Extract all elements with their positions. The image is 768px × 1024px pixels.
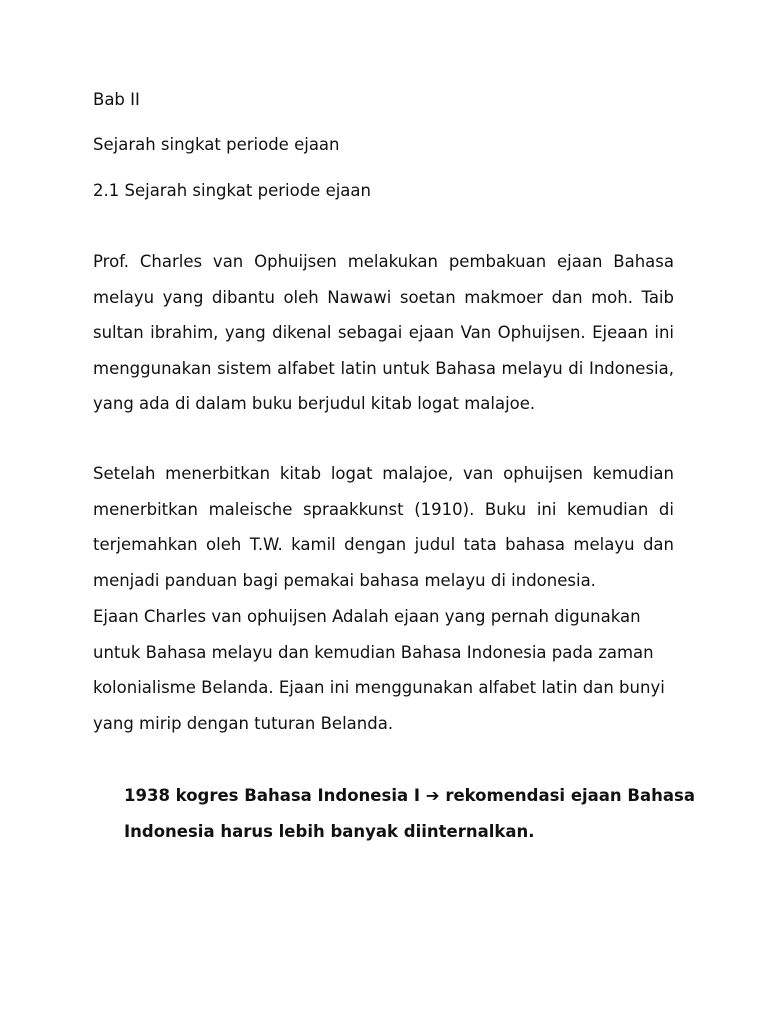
highlight-line-1 — [124, 778, 695, 814]
section-heading: 2.1 Sejarah singkat periode ejaan — [93, 181, 371, 200]
paragraph-line: untuk Bahasa melayu dan kemudian Bahasa Indonesia pada zaman — [93, 642, 654, 662]
paragraph-line: menggunakan sistem alfabet latin untuk Bahasa melayu di Indonesia, — [93, 358, 674, 378]
paragraph-line: Prof. Charles van Ophuijsen melakukan pembakuan ejaan Bahasa — [93, 252, 674, 271]
paragraph-line: menjadi panduan bagi pemakai bahasa melayu di indonesia. — [93, 570, 596, 590]
paragraph-1 — [93, 244, 674, 422]
paragraph-line: terjemahkan oleh T.W. kamil dengan judul tata bahasa melayu dan — [93, 535, 674, 554]
paragraph-line: Ejaan Charles van ophuijsen Adalah ejaan yang pernah digunakan — [93, 607, 641, 626]
paragraph-line: yang ada di dalam buku berjudul kitab logat malajoe. — [93, 394, 536, 413]
chapter-label: Bab II — [93, 90, 140, 109]
paragraph-3 — [93, 599, 674, 741]
paragraph-line: sultan ibrahim, yang dikenal sebagai ejaan Van Ophuijsen. Ejeaan ini — [93, 323, 674, 342]
paragraph-2 — [93, 456, 674, 598]
paragraph-line: melayu yang dibantu oleh Nawawi soetan makmoer dan moh. Taib — [93, 287, 674, 307]
highlight-note — [124, 778, 695, 849]
highlight-line-2: Indonesia harus lebih banyak diinternalkan. — [124, 821, 535, 841]
arrow-right-icon: ➔ — [425, 786, 440, 805]
paragraph-line: menerbitkan maleische spraakkunst (1910). Buku ini kemudian di — [93, 499, 674, 519]
highlight-text-before: 1938 kogres Bahasa Indonesia I — [124, 786, 420, 805]
paragraph-line: yang mirip dengan tuturan Belanda. — [93, 713, 394, 733]
highlight-text-after: rekomendasi ejaan Bahasa — [445, 786, 695, 805]
paragraph-line: kolonialisme Belanda. Ejaan ini menggunakan alfabet latin dan bunyi — [93, 678, 665, 697]
paragraph-line: Setelah menerbitkan kitab logat malajoe, van ophuijsen kemudian — [93, 464, 674, 483]
chapter-title: Sejarah singkat periode ejaan — [93, 135, 340, 154]
